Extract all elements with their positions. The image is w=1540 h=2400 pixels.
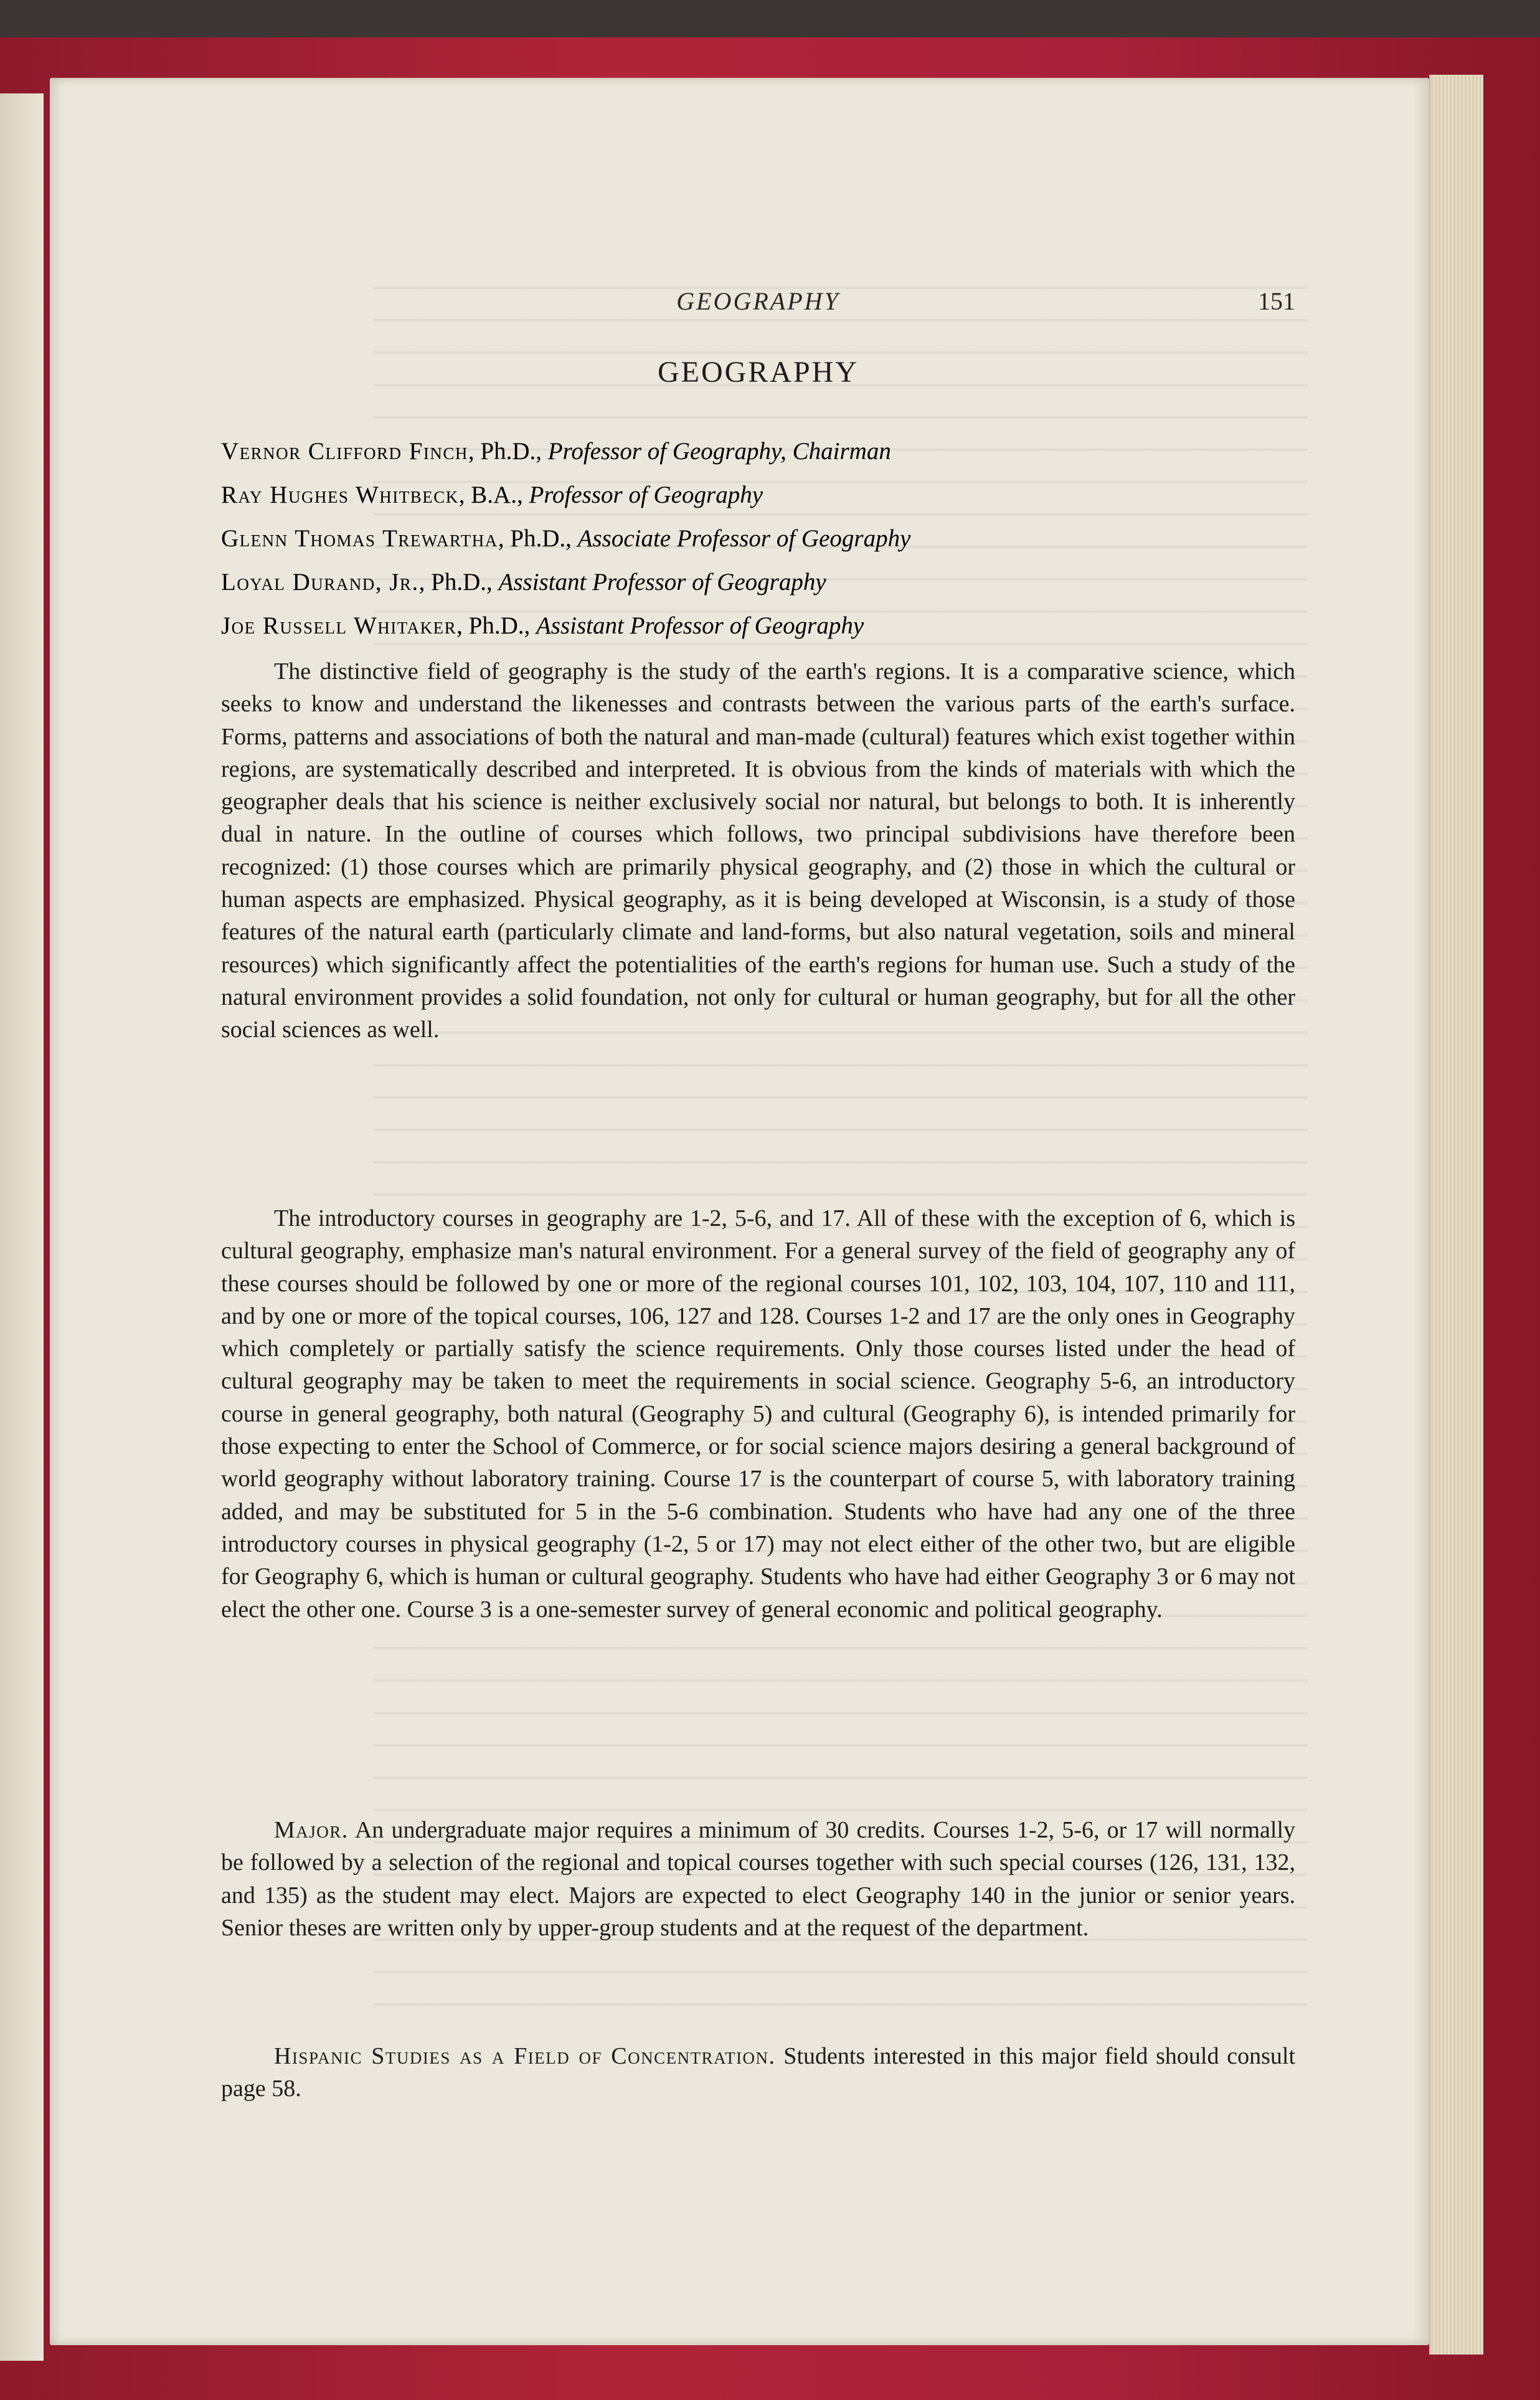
page-title: GEOGRAPHY — [657, 356, 859, 389]
faculty-entry — [221, 517, 1295, 561]
hispanic-studies-paragraph — [221, 2040, 1295, 2105]
faculty-name: Glenn Thomas Trewartha — [221, 525, 498, 552]
faculty-title: Associate Professor of Geography — [577, 525, 911, 552]
previous-page-edge — [0, 93, 44, 2361]
intro-paragraph: The distinctive field of geography is the study of the earth's regions. It is a comparative science, which seeks to know and understand the likenesses and contrasts between the various parts of the earth's surface. Forms, patterns and associations of both the natural and man-made (cultural) features which exist together within regions, are systematically described and interpreted. It is obvious from the kinds of materials with which the geographer deals that his science is neither exclusively social nor natural, but belongs to both. It is inherently dual in nature. In the outline of courses which follows, two principal subdivisions have therefore been recognized: (1) those courses which are primarily physical geography, and (2) those in which the cultural or human aspects are emphasized. Physical geography, as it is being developed at Wisconsin, is a study of those features of the natural earth (particularly climate and land-forms, but also natural vegetation, soils and mineral resources) which significantly affect the potentialities of the earth's regions for human use. Such a study of the natural environment provides a solid foundation, not only for cultural or human geography, but for all the other social sciences as well. — [221, 658, 1295, 1043]
major-text: An undergraduate major requires a minimum of 30 credits. Courses 1-2, 5-6, or 17 will normally be followed by a selection of the regional and topical courses together with such special courses (126, 131, 132, and 135) as the student may elect. Majors are expected to elect Geography 140 in the junior or senior years. Senior theses are written only by upper-group students and at the request of the department. — [221, 1817, 1295, 1941]
faculty-title: Assistant Professor of Geography — [498, 569, 826, 595]
major-label: Major. — [274, 1817, 349, 1843]
faculty-entry — [221, 604, 1295, 648]
faculty-title: Professor of Geography, Chairman — [547, 438, 891, 465]
running-head-title: GEOGRAPHY — [676, 287, 840, 315]
hispanic-studies-text: Students interested in this major field should consult page 58. — [221, 2043, 1296, 2102]
faculty-degree: , Ph.D., — [418, 569, 499, 595]
faculty-degree: , Ph.D., — [456, 612, 536, 639]
faculty-title: Assistant Professor of Geography — [536, 612, 864, 639]
faculty-name: Vernor Clifford Finch — [221, 438, 468, 465]
faculty-title: Professor of Geography — [529, 481, 763, 508]
faculty-degree: , B.A., — [458, 481, 529, 508]
running-head — [221, 287, 1295, 324]
page-stack-edge — [1429, 75, 1483, 2355]
faculty-name: Joe Russell Whitaker — [221, 612, 457, 639]
faculty-name: Loyal Durand, Jr. — [221, 569, 419, 595]
major-paragraph — [221, 1814, 1295, 1944]
page-number: 151 — [1258, 287, 1295, 315]
faculty-name: Ray Hughes Whitbeck — [221, 481, 459, 508]
faculty-list — [221, 430, 1295, 648]
faculty-entry — [221, 561, 1295, 604]
faculty-degree: , Ph.D., — [468, 438, 548, 465]
courses-paragraph: The introductory courses in geography are 1-2, 5-6, and 17. All of these with the exception of 6, which is cultural geography, emphasize man's natural environment. For a general survey of the field of geography any of these courses should be followed by one or more of the regional courses 101, 102, 103, 104, 107, 110 and 111, and by one or more of the topical courses, 106, 127 and 128. Courses 1-2 and 17 are the only ones in Geography which completely or partially satisfy the science requirements. Only those courses listed under the head of cultural geography may be taken to meet the requirements in social science. Geography 5-6, an introductory course in general geography, both natural (Geography 5) and cultural (Geography 6), is intended primarily for those expecting to enter the School of Commerce, or for social science majors desiring a general background of world geography without laboratory training. Course 17 is the counterpart of course 5, with laboratory training added, and may be substituted for 5 in the 5-6 combination. Students who have had any one of the three introductory courses in physical geography (1-2, 5 or 17) may not elect either of the other two, but are eligible for Geography 6, which is human or cultural geography. Students who have had either Geography 3 or 6 may not elect the other one. Course 3 is a one-semester survey of general economic and political geography. — [221, 1205, 1295, 1623]
faculty-entry — [221, 473, 1295, 517]
faculty-entry — [221, 430, 1295, 473]
hispanic-studies-label: Hispanic Studies as a Field of Concentration. — [274, 2043, 776, 2069]
faculty-degree: , Ph.D., — [498, 525, 578, 552]
